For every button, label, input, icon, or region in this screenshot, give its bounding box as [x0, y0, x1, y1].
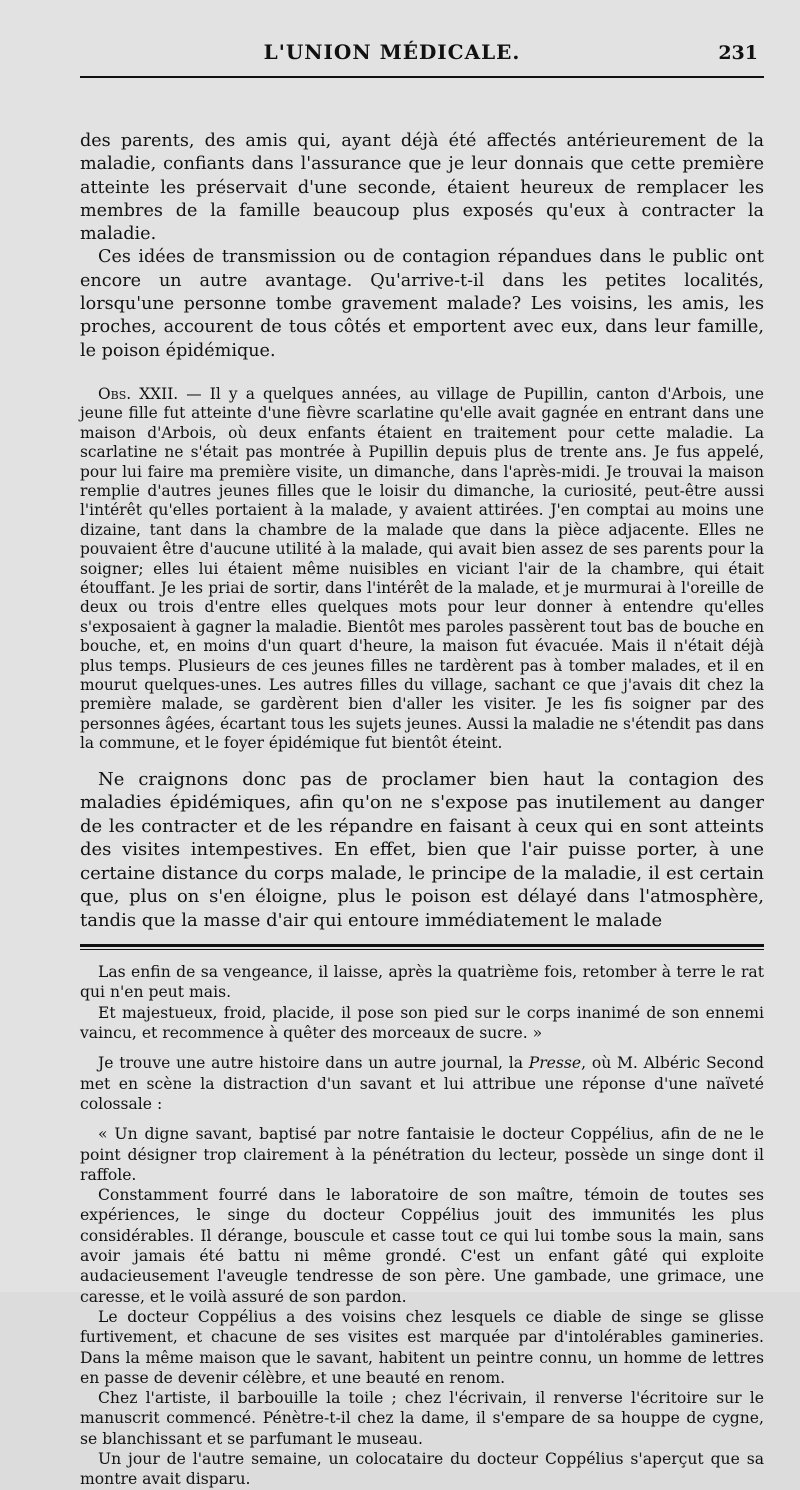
feuilleton-paragraph: Un jour de l'autre semaine, un colocataire du docteur Coppélius s'aperçut que sa montre avait disparu. [80, 1450, 764, 1489]
feuilleton-paragraph: Constamment fourré dans le laboratoire de son maître, témoin de toutes ses expériences, le singe du docteur Coppélius jouit des immunités les plus considérables. Il dérange, bouscule et casse tout ce qui lui tombe sous la main, sans avoir jamais été battu ni même grondé. C'est un enfant gâté qui exploite audacieusement l'aveugle tendresse de son père. Une gambade, une grimace, une caresse, et le voilà assuré de son pardon. [80, 1186, 764, 1306]
feuilleton-paragraph: Le docteur Coppélius a des voisins chez lesquels ce diable de singe se glisse furtivement, et chacune de ses visites est marquée par d'intolérables gamineries. Dans la même maison que le savant, habitent un peintre connu, un homme de lettres en passe de devenir célèbre, et une beauté en renom. [80, 1307, 764, 1387]
observation-paragraph [80, 385, 764, 754]
observation-block [80, 385, 764, 754]
feuilleton-divider [80, 944, 764, 947]
feuilleton-text: Je trouve une autre histoire dans un autre journal, la [98, 1054, 529, 1073]
feuilleton-text: , où M. Albéric Second met en scène la distraction d'un savant et lui attribue une réponse d'une naïveté colossale : [80, 1054, 765, 1113]
observation-text: — Il y a quelques années, au village de Pupillin, canton d'Arbois, une jeune fille fut atteinte d'une fièvre scarlatine qu'elle avait gagnée en entrant dans une maison d'Arbois, où deux enfants étaient en traitement pour cette maladie. La scarlatine ne s'était pas montrée à Pupillin depuis plus de trente ans. Je fus appelé, pour lui faire ma première visite, un dimanche, dans l'après-midi. Je trouvai la maison remplie d'autres jeunes filles que le loisir du dimanche, la curiosité, peut-être aussi l'intérêt qu'elles portaient à la malade, y avaient attirées. J'en comptai au moins une dizaine, tant dans la chambre de la malade que dans la pièce adjacente. Elles ne pouvaient être d'aucune utilité à la malade, qui avait bien assez de ses parents pour la soigner; elles lui étaient même nuisibles en viciant l'air de la chambre, qui était étouffant. Je les priai de sortir, dans l'intérêt de la malade, et je murmurai à l'oreille de deux ou trois d'entre elles quelques mots pour leur donner à entendre qu'elles s'exposaient à gagner la maladie. Bientôt mes paroles passèrent tout bas de bouche en bouche, et, en moins d'un quart d'heure, la maison fut évacuée. Mais il n'était déjà plus temps. Plusieurs de ces jeunes filles ne tardèrent pas à tomber malades, et il en mourut quelques-unes. Les autres filles du village, sachant ce que j'avais dit chez la première malade, se gardèrent bien d'aller les visiter. Je les fis soigner par des personnes âgées, écartant tous les sujets jeunes. Aussi la maladie ne s'étendit pas dans la commune, et le foyer épidémique fut bientôt éteint. [80, 384, 765, 753]
feuilleton-paragraph [80, 1053, 764, 1114]
body-paragraph: Ne craignons donc pas de proclamer bien haut la contagion des maladies épidémiques, afin qu'on ne s'expose pas inutilement au danger de les contracter et de les répandre en faisant à ceux qui en sont atteints des visites intempestives. En effet, bien que l'air puisse porter, à une certaine distance du corps malade, le principe de la maladie, il est certain que, plus on s'en éloigne, plus le poison est délayé dans l'atmosphère, tandis que la masse d'air qui entoure immédiatement le malade [80, 768, 764, 931]
main-text-bottom [80, 768, 764, 933]
observation-label: Obs. XXII. [98, 384, 179, 403]
body-paragraph: des parents, des amis qui, ayant déjà été affectés antérieurement de la maladie, confiants dans l'assurance que je leur donnais que cette première atteinte les préservait d'une seconde, étaient heureux de remplacer les membres de la famille beaucoup plus exposés qu'eux à contracter la maladie. [80, 131, 764, 245]
journal-name: Presse [528, 1054, 582, 1073]
feuilleton-paragraph: Et majestueux, froid, placide, il pose son pied sur le corps inanimé de son ennemi vaincu, et recommence à quêter des morceaux de sucre. » [80, 1003, 764, 1043]
page-number: 231 [718, 42, 758, 64]
feuilleton-paragraph: Chez l'artiste, il barbouille la toile ; chez l'écrivain, il renverse l'écritoire sur le manuscrit commencé. Pénètre-t-il chez la dame, il s'empare de sa houppe de cygne, se blanchissant et se parfumant le museau. [80, 1389, 764, 1448]
body-paragraph: Ces idées de transmission ou de contagion répandues dans le public ont encore un autre avantage. Qu'arrive-t-il dans les petites localités, lorsqu'une personne tombe gravement malade? Les voisins, les amis, les proches, accourent de tous côtés et emportent avec eux, dans leur famille, le poison épidémique. [80, 247, 764, 361]
feuilleton-section [80, 962, 764, 1489]
feuilleton-paragraph: Las enfin de sa vengeance, il laisse, après la quatrième fois, retomber à terre le rat qui n'en peut mais. [80, 963, 764, 1002]
page-header [80, 40, 764, 78]
running-title: L'UNION MÉDICALE. [263, 40, 521, 64]
feuilleton-divider-thin [80, 949, 764, 950]
feuilleton-paragraph: « Un digne savant, baptisé par notre fantaisie le docteur Coppélius, afin de ne le point désigner trop clairement à la pénétration du lecteur, possède un singe dont il raffole. [80, 1125, 764, 1184]
main-text-top [80, 130, 764, 363]
